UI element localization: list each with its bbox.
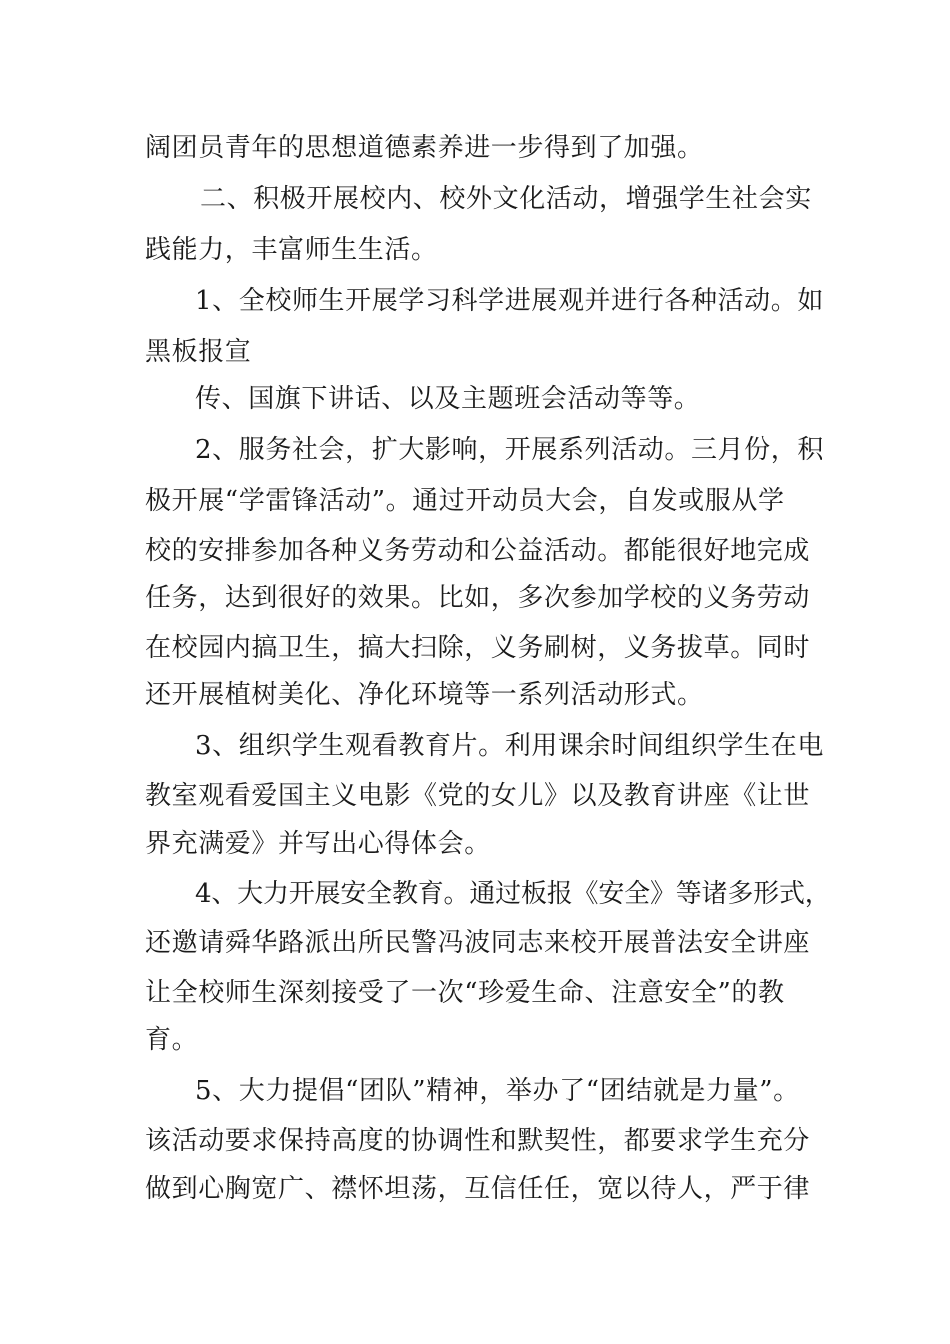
text-line: 校的安排参加各种义务劳动和公益活动。都能很好地完成 bbox=[145, 536, 811, 566]
text-line: 极开展“学雷锋活动”。通过开动员大会，自发或服从学 bbox=[145, 486, 785, 516]
text-line: 践能力，丰富师生生活。 bbox=[145, 235, 438, 265]
text-line: 在校园内搞卫生，搞大扫除，义务刷树，义务拔草。同时 bbox=[145, 633, 811, 663]
text-line: 任务，达到很好的效果。比如，多次参加学校的义务劳动 bbox=[145, 583, 811, 613]
text-line: 育。 bbox=[145, 1025, 199, 1055]
text-line: 该活动要求保持高度的协调性和默契性，都要求学生充分 bbox=[145, 1126, 811, 1156]
text-line: 3、组织学生观看教育片。利用课余时间组织学生在电 bbox=[195, 731, 824, 761]
text-line: 4、大力开展安全教育。通过板报《安全》等诸多形式， bbox=[195, 879, 831, 909]
text-line: 1、全校师生开展学习科学进展观并进行各种活动。如 bbox=[195, 286, 824, 316]
text-line: 黑板报宣 bbox=[145, 337, 252, 367]
text-line: 还开展植树美化、净化环境等一系列活动形式。 bbox=[145, 680, 704, 710]
text-line: 二、积极开展校内、校外文化活动，增强学生社会实 bbox=[200, 184, 812, 214]
text-line: 阔团员青年的思想道德素养进一步得到了加强。 bbox=[145, 133, 704, 163]
text-line: 做到心胸宽广、襟怀坦荡，互信任任，宽以待人，严于律 bbox=[145, 1174, 811, 1204]
text-line: 2、服务社会，扩大影响，开展系列活动。三月份，积 bbox=[195, 435, 824, 465]
text-line: 传、国旗下讲话、以及主题班会活动等等。 bbox=[195, 384, 701, 414]
text-line: 让全校师生深刻接受了一次“珍爱生命、注意安全”的教 bbox=[145, 978, 785, 1008]
text-line: 还邀请舜华路派出所民警冯波同志来校开展普法安全讲座 bbox=[145, 928, 811, 958]
text-line: 5、大力提倡“团队”精神，举办了“团结就是力量”。 bbox=[195, 1076, 800, 1106]
text-line: 教室观看爱国主义电影《党的女儿》以及教育讲座《让世 bbox=[145, 781, 811, 811]
text-line: 界充满爱》并写出心得体会。 bbox=[145, 829, 491, 859]
